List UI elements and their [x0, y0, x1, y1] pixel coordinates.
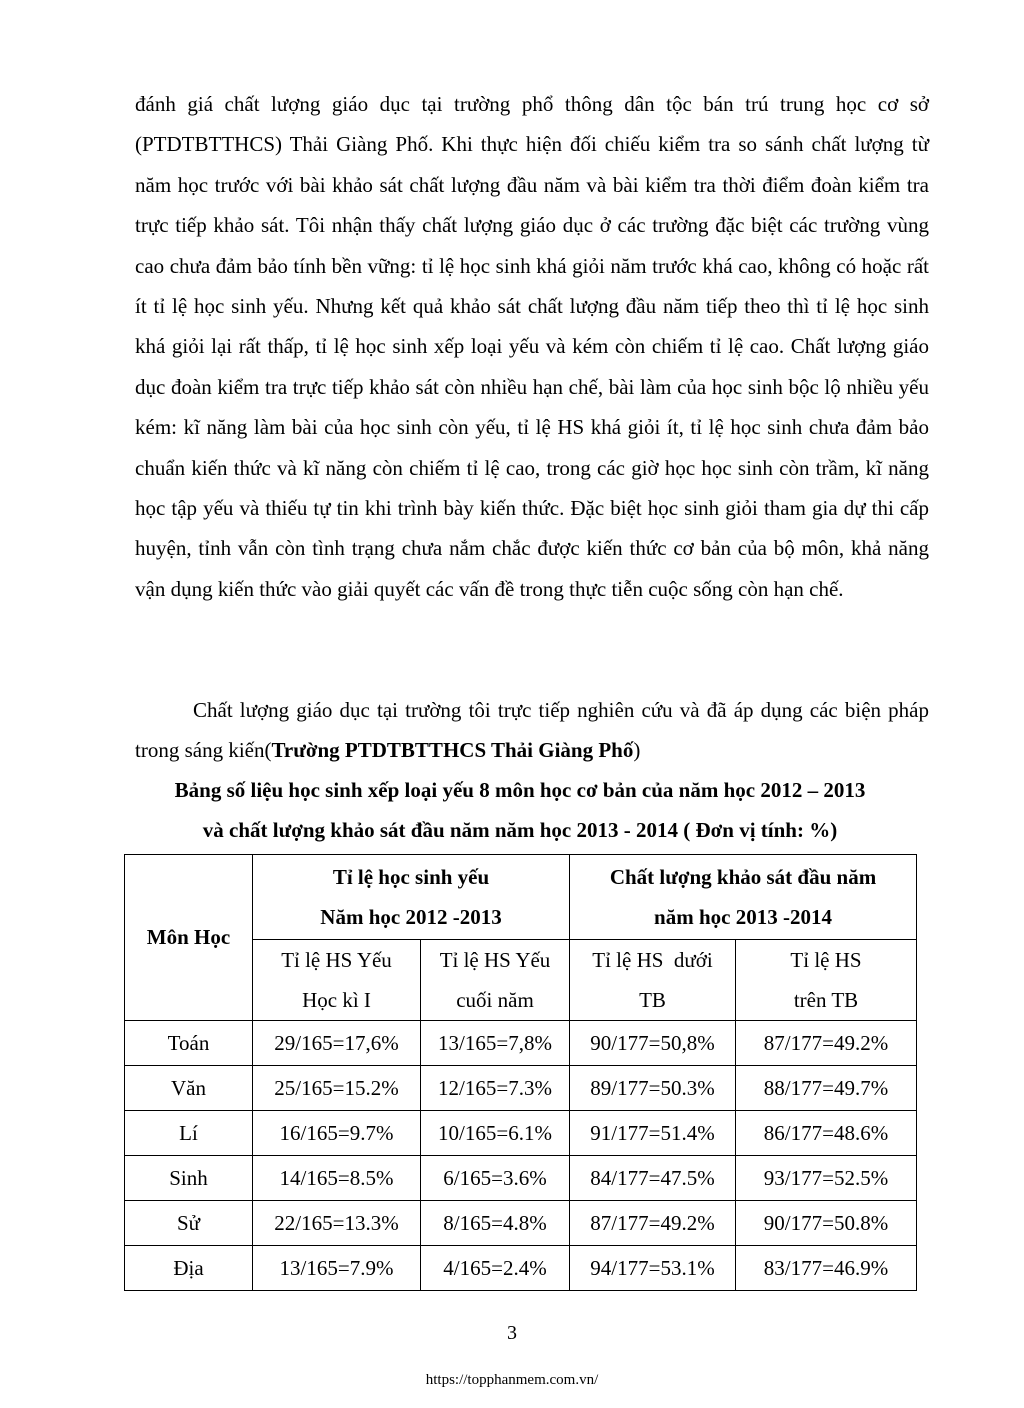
below-average-cell: 91/177=51.4%: [570, 1111, 736, 1156]
subject-cell: Toán: [125, 1021, 253, 1066]
weak-semester-1-cell: 13/165=7.9%: [253, 1246, 421, 1291]
group-header-survey-line-2: năm học 2013 -2014: [654, 905, 832, 929]
subheader-1-line-2: Học kì I: [302, 988, 371, 1012]
subheader-4-line-1: Tỉ lệ HS: [790, 948, 862, 972]
table-caption: [125, 770, 915, 850]
below-average-cell: 84/177=47.5%: [570, 1156, 736, 1201]
paragraph-2-end: ): [633, 738, 641, 763]
group-header-weak-line-1: Tỉ lệ học sinh yếu: [332, 865, 490, 889]
body-paragraph-1: đánh giá chất lượng giáo dục tại trường phổ thông dân tộc bán trú trung học cơ sở (PTDTBTTHCS) Thải Giàng Phố. Khi thực hiện đối chiếu kiểm tra so sánh chất lượng từ năm học trước với bài khảo sát chất lượng đầu năm và bài kiểm tra thời điểm đoàn kiểm tra trực tiếp khảo sát. Tôi nhận thấy chất lượng giáo dục ở các trường đặc biệt các trường vùng cao chưa đảm bảo tính bền vững: tỉ lệ học sinh khá giỏi năm trước khá cao, không có hoặc rất ít tỉ lệ học sinh yếu. Nhưng kết quả khảo sát chất lượng đầu năm tiếp theo thì tỉ lệ học sinh khá giỏi lại rất thấp, tỉ lệ học sinh xếp loại yếu và kém còn chiếm tỉ lệ cao. Chất lượng giáo dục đoàn kiểm tra trực tiếp khảo sát còn nhiều hạn chế, bài làm của học sinh bộc lộ nhiều yếu kém: kĩ năng làm bài của học sinh còn yếu, tỉ lệ HS khá giỏi ít, tỉ lệ học sinh chưa đảm bảo chuẩn kiến thức và kĩ năng còn chiếm tỉ lệ cao, trong các giờ học học sinh còn trầm, kĩ năng học tập yếu và thiếu tự tin khi trình bày kiến thức. Đặc biệt học sinh giỏi tham gia dự thi cấp huyện, tỉnh vẫn còn tình trạng chưa nắm chắc được kiến thức cơ bản của bộ môn, khả năng vận dụng kiến thức vào giải quyết các vấn đề trong thực tiễn cuộc sống còn hạn chế.: [135, 92, 929, 601]
page-number: 3: [507, 1322, 517, 1344]
weak-year-end-cell: 4/165=2.4%: [421, 1246, 570, 1291]
below-average-cell: 89/177=50.3%: [570, 1066, 736, 1111]
above-average-cell: 88/177=49.7%: [736, 1066, 917, 1111]
subheader-2-line-1: Tỉ lệ HS Yếu: [439, 948, 551, 972]
weak-year-end-cell: 8/165=4.8%: [421, 1201, 570, 1246]
above-average-cell: 90/177=50.8%: [736, 1201, 917, 1246]
weak-year-end-cell: 12/165=7.3%: [421, 1066, 570, 1111]
subject-column-header: Môn Học: [125, 855, 253, 1021]
group-header-survey-line-1: Chất lượng khảo sát đầu năm: [609, 865, 877, 889]
weak-semester-1-cell: 29/165=17,6%: [253, 1021, 421, 1066]
below-average-cell: 94/177=53.1%: [570, 1246, 736, 1291]
above-average-cell: 87/177=49.2%: [736, 1021, 917, 1066]
table-header-row-1: [125, 855, 917, 940]
group-header-weak-students: [253, 855, 570, 940]
data-table: [124, 854, 917, 1291]
above-average-cell: 86/177=48.6%: [736, 1111, 917, 1156]
below-average-cell: 90/177=50,8%: [570, 1021, 736, 1066]
subject-cell: Sinh: [125, 1156, 253, 1201]
subheader-weak-semester-1: [253, 940, 421, 1021]
table-row: [125, 1156, 917, 1201]
subheader-2-line-2: cuối năm: [456, 988, 534, 1012]
weak-year-end-cell: 13/165=7,8%: [421, 1021, 570, 1066]
group-header-weak-line-2: Năm học 2012 -2013: [320, 905, 502, 929]
subject-cell: Sử: [125, 1201, 253, 1246]
table-row: [125, 1201, 917, 1246]
subheader-3-line-2: TB: [639, 988, 666, 1012]
weak-year-end-cell: 10/165=6.1%: [421, 1111, 570, 1156]
subheader-4-line-2: trên TB: [793, 988, 859, 1012]
below-average-cell: 87/177=49.2%: [570, 1201, 736, 1246]
weak-semester-1-cell: 25/165=15.2%: [253, 1066, 421, 1111]
table-caption-line-2: và chất lượng khảo sát đầu năm năm học 2013 - 2014 ( Đơn vị tính: %): [202, 818, 838, 842]
subheader-below-average: [570, 940, 736, 1021]
table-row: [125, 1111, 917, 1156]
table-caption-line-1: Bảng số liệu học sinh xếp loại yếu 8 môn học cơ bản của năm học 2012 – 2013: [174, 778, 866, 802]
subheader-3-line-1: Tỉ lệ HS dưới: [592, 948, 713, 972]
group-header-survey-quality: [570, 855, 917, 940]
above-average-cell: 83/177=46.9%: [736, 1246, 917, 1291]
above-average-cell: 93/177=52.5%: [736, 1156, 917, 1201]
subject-cell: Địa: [125, 1246, 253, 1291]
weak-semester-1-cell: 22/165=13.3%: [253, 1201, 421, 1246]
subject-cell: Văn: [125, 1066, 253, 1111]
table-row: [125, 1066, 917, 1111]
footer-url[interactable]: https://topphanmem.com.vn/: [425, 1372, 599, 1388]
weak-semester-1-cell: 14/165=8.5%: [253, 1156, 421, 1201]
subheader-1-line-1: Tỉ lệ HS Yếu: [281, 948, 392, 972]
table-row: [125, 1246, 917, 1291]
subheader-above-average: [736, 940, 917, 1021]
body-paragraph-2: [135, 690, 929, 771]
weak-year-end-cell: 6/165=3.6%: [421, 1156, 570, 1201]
paragraph-2-text: Chất lượng giáo dục tại trường tôi trực tiếp nghiên cứu và đã áp dụng các biện pháp trong sáng kiến(: [135, 698, 929, 763]
subheader-weak-year-end: [421, 940, 570, 1021]
school-name: Trường PTDTBTTHCS Thải Giàng Phố: [271, 738, 634, 763]
subject-cell: Lí: [125, 1111, 253, 1156]
table-row: [125, 1021, 917, 1066]
weak-semester-1-cell: 16/165=9.7%: [253, 1111, 421, 1156]
